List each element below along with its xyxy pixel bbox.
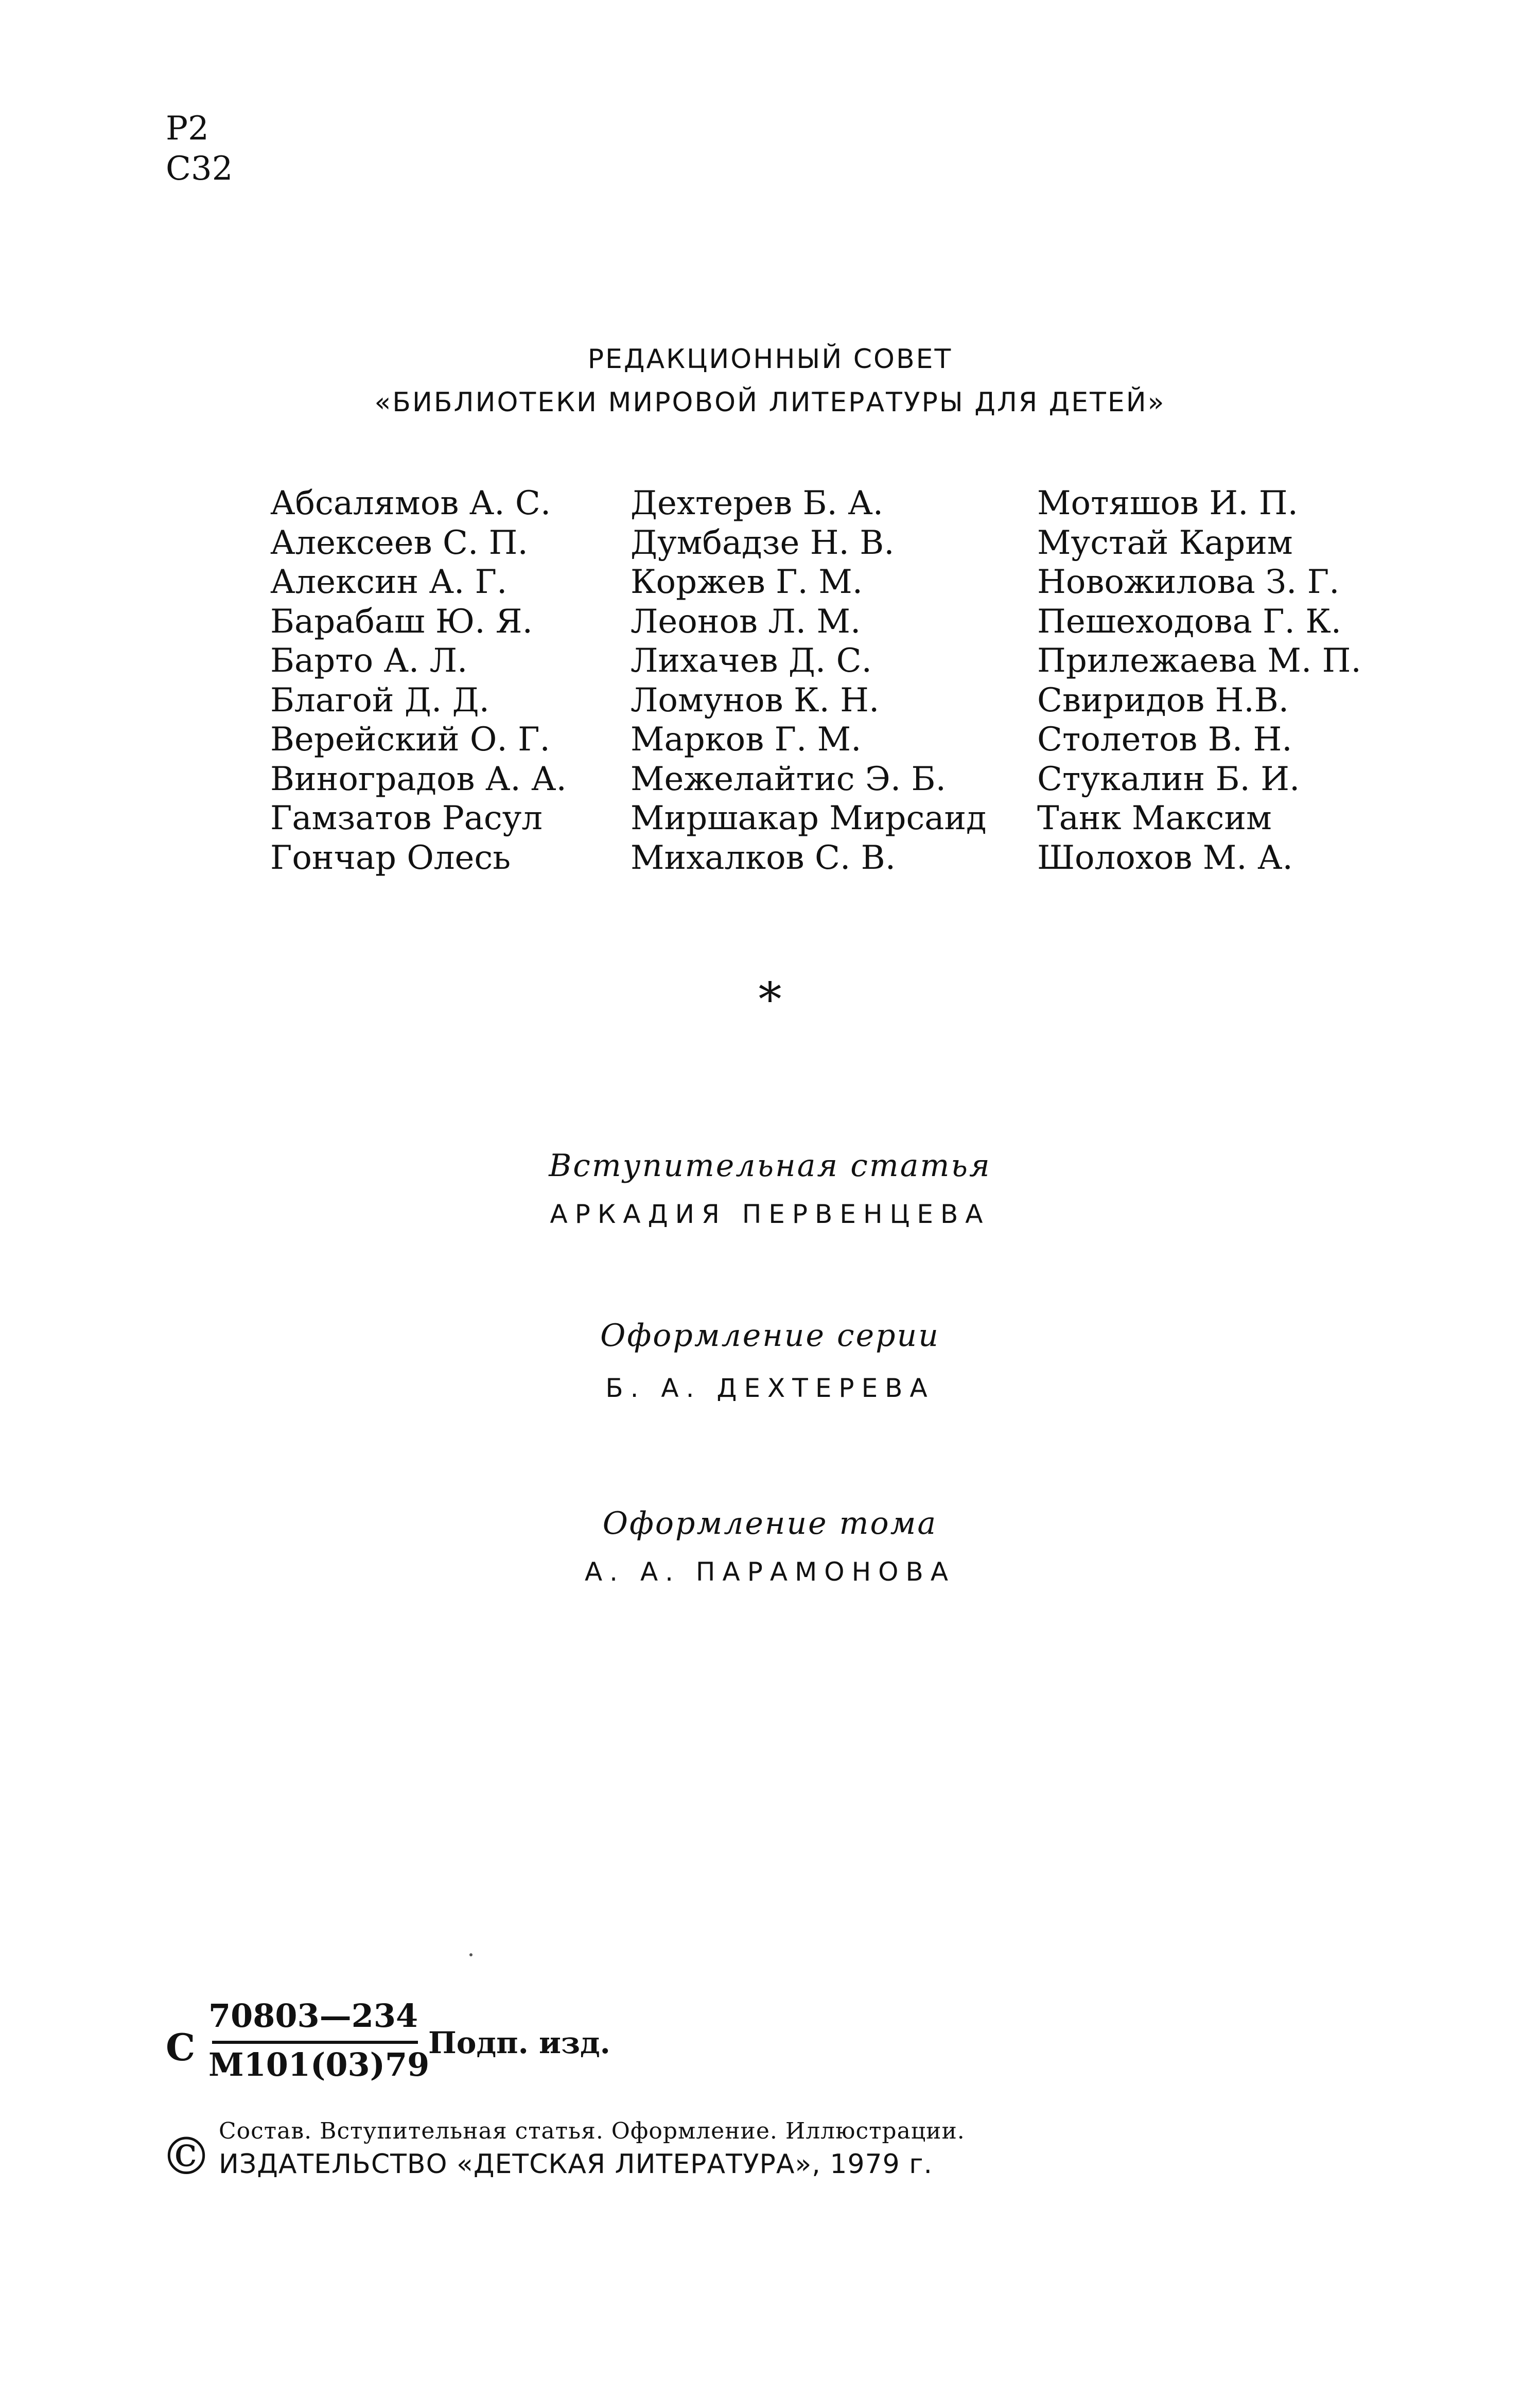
credit-name-intro: АРКАДИЯ ПЕРВЕНЦЕВА bbox=[550, 1199, 990, 1229]
council-member: Думбадзе Н. В. bbox=[631, 523, 895, 562]
council-member: Дехтерев Б. А. bbox=[631, 484, 884, 522]
credit-role-intro: Вступительная статья bbox=[549, 1148, 991, 1184]
council-member: Михалков С. В. bbox=[631, 838, 896, 877]
council-member: Межелайтис Э. Б. bbox=[631, 760, 946, 798]
council-member: Мотяшов И. П. bbox=[1037, 484, 1298, 522]
subscription-note: Подп. изд. bbox=[428, 2025, 610, 2060]
council-member: Барабаш Ю. Я. bbox=[270, 602, 533, 641]
council-member: Лихачев Д. С. bbox=[631, 642, 872, 680]
council-member: Гамзатов Расул bbox=[270, 799, 543, 837]
section-separator: * bbox=[758, 973, 782, 1027]
council-member: Ломунов К. Н. bbox=[631, 681, 880, 720]
council-member: Столетов В. Н. bbox=[1037, 721, 1292, 759]
publisher-line: ИЗДАТЕЛЬСТВО «ДЕТСКАЯ ЛИТЕРАТУРА», 1979 г. bbox=[219, 2149, 933, 2180]
council-member: Шолохов М. А. bbox=[1037, 838, 1293, 877]
council-member: Марков Г. М. bbox=[631, 721, 862, 759]
index-denominator: М101(03)79 bbox=[208, 2046, 430, 2083]
council-member: Гончар Олесь bbox=[270, 838, 511, 877]
council-title: РЕДАКЦИОННЫЙ СОВЕТ bbox=[587, 344, 953, 375]
council-member: Леонов Л. М. bbox=[631, 602, 861, 641]
council-member: Коржев Г. М. bbox=[631, 563, 863, 601]
council-column-2 bbox=[631, 484, 987, 878]
classification-code-2: С32 bbox=[166, 150, 233, 188]
council-member: Алексин А. Г. bbox=[270, 563, 507, 601]
index-letter: С bbox=[166, 2025, 196, 2069]
credit-role-series: Оформление серии bbox=[600, 1318, 940, 1354]
council-member: Новожилова З. Г. bbox=[1037, 563, 1340, 601]
council-column-3 bbox=[1037, 484, 1361, 878]
council-member: Танк Максим bbox=[1037, 799, 1272, 837]
council-member: Свиридов Н.В. bbox=[1037, 681, 1289, 720]
council-member: Миршакар Мирсаид bbox=[631, 799, 987, 837]
council-member: Благой Д. Д. bbox=[270, 681, 489, 720]
copyright-components: Состав. Вступительная статья. Оформление. Иллюстрации. bbox=[219, 2118, 965, 2144]
council-member: Абсалямов А. С. bbox=[270, 484, 551, 522]
council-member: Мустай Карим bbox=[1037, 523, 1293, 562]
print-dot bbox=[469, 1953, 472, 1956]
council-member: Алексеев С. П. bbox=[270, 523, 528, 562]
council-member: Барто А. Л. bbox=[270, 642, 468, 680]
classification-code-1: Р2 bbox=[166, 110, 209, 148]
credit-role-volume: Оформление тома bbox=[602, 1505, 938, 1542]
council-column-1 bbox=[270, 484, 567, 878]
council-member: Прилежаева М. П. bbox=[1037, 642, 1361, 680]
council-member: Пешеходова Г. К. bbox=[1037, 602, 1342, 641]
index-numerator: 70803—234 bbox=[208, 1997, 418, 2035]
council-subtitle: «БИБЛИОТЕКИ МИРОВОЙ ЛИТЕРАТУРЫ ДЛЯ ДЕТЕЙ» bbox=[374, 387, 1166, 418]
credit-name-series: Б. А. ДЕХТЕРЕВА bbox=[605, 1373, 935, 1403]
index-fraction-line bbox=[212, 2041, 418, 2044]
council-member: Виноградов А. А. bbox=[270, 760, 567, 798]
credit-name-volume: А. А. ПАРАМОНОВА bbox=[584, 1557, 956, 1587]
copyright-icon: © bbox=[161, 2126, 212, 2186]
council-member: Верейский О. Г. bbox=[270, 721, 550, 759]
council-member: Стукалин Б. И. bbox=[1037, 760, 1300, 798]
